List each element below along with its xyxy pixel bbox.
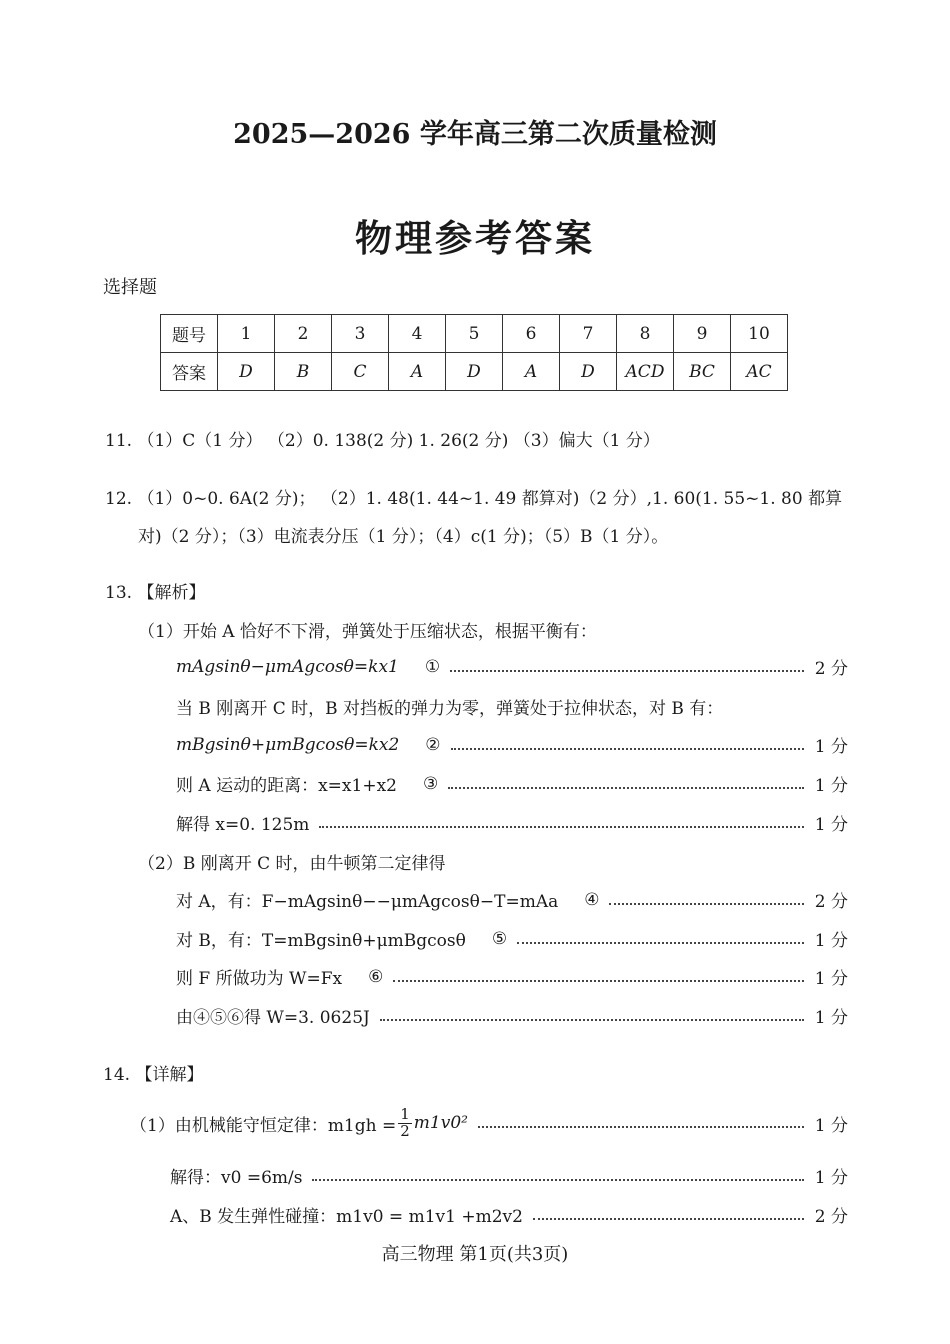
dotted-leader (448, 787, 804, 789)
answer-cell: D (218, 353, 275, 391)
answer-cell: A (389, 353, 446, 391)
answer-cell: D (446, 353, 503, 391)
q13-equation-5 (176, 887, 848, 912)
table-header-cell: 答案 (161, 353, 218, 391)
document-title: 物理参考答案 (355, 216, 595, 260)
equation-text: 解得：v0 =6m/s (170, 1168, 303, 1188)
equation-marker: ① (424, 656, 441, 677)
dotted-leader (319, 826, 804, 828)
equation-text: m1v0² (413, 1113, 468, 1133)
score-label: 2 分 (814, 892, 848, 912)
answer-cell: A (503, 353, 560, 391)
dotted-leader (517, 942, 804, 944)
answer-cell: D (560, 353, 617, 391)
question-number-cell: 2 (275, 315, 332, 353)
equation-text: 则 F 所做功为 W=Fx (176, 969, 343, 989)
score-label: 1 分 (814, 737, 848, 757)
q14-equation-2 (170, 1163, 848, 1188)
dotted-leader (533, 1218, 804, 1220)
equation-marker: ③ (422, 773, 439, 794)
q14-heading: 14. 【详解】 (103, 1065, 204, 1085)
equation-text: 由④⑤⑥得 W=3. 0625J (176, 1008, 370, 1028)
score-label: 1 分 (814, 815, 848, 835)
fraction (398, 1104, 412, 1140)
q13-equation-8 (176, 1003, 848, 1028)
q14-equation-3 (170, 1202, 848, 1227)
fraction-numerator: 1 (400, 1104, 410, 1123)
answer-cell: ACD (617, 353, 674, 391)
question-number-cell: 7 (560, 315, 617, 353)
table-row-numbers (161, 315, 788, 353)
page-footer: 高三物理 第1页(共3页) (381, 1244, 569, 1265)
equation-text: 解得 x=0. 125m (176, 815, 310, 835)
question-number-cell: 3 (332, 315, 389, 353)
q13-part2-text: （2）B 刚离开 C 时，由牛顿第二定律得 (138, 854, 446, 874)
exam-title: 2025—2026 学年高三第二次质量检测 (233, 119, 717, 150)
equation-text: mAgsinθ−μmAgcosθ=kx1 (176, 656, 399, 677)
table-row-answers (161, 353, 788, 391)
equation-marker: ⑤ (491, 928, 508, 949)
q13-equation-1 (176, 654, 848, 679)
section-label-multiple-choice: 选择题 (103, 277, 157, 298)
score-label: 1 分 (814, 1115, 848, 1136)
fraction-denominator: 2 (400, 1121, 410, 1140)
dotted-leader (393, 980, 804, 982)
question-number-cell: 4 (389, 315, 446, 353)
q13-equation-4 (176, 810, 848, 835)
question-number-cell: 6 (503, 315, 560, 353)
question-number-cell: 9 (674, 315, 731, 353)
q12-answer-line2: 对)（2 分）；（3）电流表分压（1 分）；（4）c(1 分)；（5）B（1 分）。 (138, 527, 669, 547)
score-label: 1 分 (814, 931, 848, 951)
dotted-leader (312, 1179, 804, 1181)
q13-equation-7 (176, 964, 848, 989)
q13-part1-text: （1）开始 A 恰好不下滑，弹簧处于压缩状态，根据平衡有： (138, 622, 597, 642)
score-label: 2 分 (814, 1207, 848, 1227)
q13-equation-2 (176, 732, 848, 757)
equation-text: mBgsinθ+μmBgcosθ=kx2 (176, 734, 400, 755)
q12-answer-line1: 12. （1）0~0. 6A(2 分)； （2）1. 48(1. 44~1. 49 都算对)（2 分）,1. 60(1. 55~1. 80 都算 (105, 489, 843, 509)
table-header-cell: 题号 (161, 315, 218, 353)
equation-marker: ② (425, 734, 441, 755)
q13-equation-6 (176, 926, 848, 951)
equation-text: 对 B，有：T=mBgsinθ+μmBgcosθ (176, 931, 466, 951)
dotted-leader (380, 1019, 804, 1021)
equation-text: 则 A 运动的距离：x=x1+x2 (176, 776, 397, 796)
answer-cell: BC (674, 353, 731, 391)
score-label: 1 分 (814, 1168, 848, 1188)
question-number-cell: 8 (617, 315, 674, 353)
question-number-cell: 1 (218, 315, 275, 353)
equation-text: （1）由机械能守恒定律：m1gh = (130, 1115, 397, 1136)
dotted-leader (451, 748, 804, 750)
q11-answer: 11. （1）C（1 分） （2）0. 138(2 分) 1. 26(2 分) （3）偏大（1 分） (105, 431, 660, 451)
dotted-leader (478, 1126, 804, 1128)
score-label: 1 分 (814, 1008, 848, 1028)
q13-heading: 13. 【解析】 (105, 583, 206, 603)
q13-part1-text-2: 当 B 刚离开 C 时，B 对挡板的弹力为零，弹簧处于拉伸状态，对 B 有： (176, 699, 724, 719)
q14-equation-1 (130, 1101, 848, 1145)
question-number-cell: 10 (731, 315, 788, 353)
equation-text: 对 A，有：F−mAgsinθ−−μmAgcosθ−T=mAa (176, 892, 559, 912)
dotted-leader (609, 903, 804, 905)
equation-marker: ④ (584, 889, 600, 910)
equation-marker: ⑥ (368, 966, 384, 987)
answer-cell: B (275, 353, 332, 391)
score-label: 1 分 (814, 776, 848, 796)
q13-equation-3 (176, 771, 848, 796)
answer-cell: C (332, 353, 389, 391)
score-label: 1 分 (814, 969, 848, 989)
answer-cell: AC (731, 353, 788, 391)
dotted-leader (450, 670, 804, 672)
question-number-cell: 5 (446, 315, 503, 353)
answer-table (160, 314, 788, 391)
equation-text: A、B 发生弹性碰撞：m1v0 = m1v1 +m2v2 (170, 1207, 523, 1227)
score-label: 2 分 (814, 659, 848, 679)
